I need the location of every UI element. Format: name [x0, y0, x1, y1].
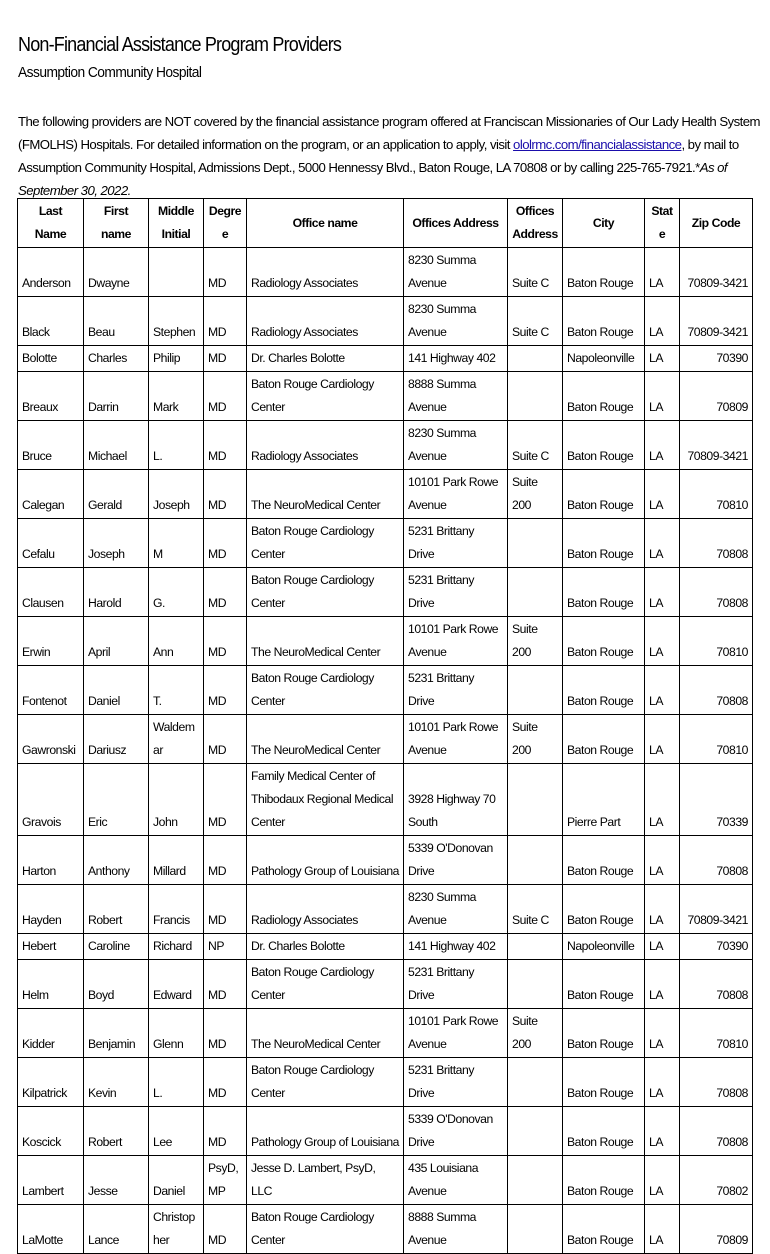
first-name-cell: Dariusz — [84, 715, 149, 764]
state-cell: LA — [645, 519, 680, 568]
office-suite-cell: Suite C — [508, 248, 563, 297]
degree-cell: MD — [204, 248, 247, 297]
middle-initial-cell: Lee — [149, 1107, 204, 1156]
office-name-cell: Baton Rouge Cardiology Center — [247, 960, 404, 1009]
last-name-cell: Kidder — [18, 1009, 84, 1058]
office-address-cell: 10101 Park Rowe Avenue — [404, 470, 508, 519]
column-header-middle-initial: Middle Initial — [149, 199, 204, 248]
first-name-cell: Lance — [84, 1205, 149, 1254]
office-name-cell: Baton Rouge Cardiology Center — [247, 1058, 404, 1107]
first-name-cell: Daniel — [84, 666, 149, 715]
office-suite-cell — [508, 1205, 563, 1254]
city-cell: Napoleonville — [563, 934, 645, 960]
intro-paragraph — [18, 110, 763, 202]
office-suite-cell — [508, 666, 563, 715]
office-name-cell: Dr. Charles Bolotte — [247, 934, 404, 960]
office-suite-cell — [508, 568, 563, 617]
middle-initial-cell: Waldemar — [149, 715, 204, 764]
last-name-cell: Bolotte — [18, 346, 84, 372]
office-suite-cell: Suite 200 — [508, 470, 563, 519]
last-name-cell: Cefalu — [18, 519, 84, 568]
table-row — [18, 764, 753, 836]
providers-table — [17, 198, 753, 1254]
last-name-cell: Breaux — [18, 372, 84, 421]
state-cell: LA — [645, 470, 680, 519]
last-name-cell: Lambert — [18, 1156, 84, 1205]
zip-code-cell: 70390 — [680, 934, 753, 960]
column-header-first-name: First name — [84, 199, 149, 248]
city-cell: Baton Rouge — [563, 470, 645, 519]
last-name-cell: Helm — [18, 960, 84, 1009]
office-address-cell: 5231 Brittany Drive — [404, 519, 508, 568]
zip-code-cell: 70390 — [680, 346, 753, 372]
middle-initial-cell: Christopher — [149, 1205, 204, 1254]
degree-cell: MD — [204, 1009, 247, 1058]
zip-code-cell: 70802 — [680, 1156, 753, 1205]
column-header-offices-address: Offices Address — [404, 199, 508, 248]
page-subtitle: Assumption Community Hospital — [18, 64, 202, 81]
last-name-cell: LaMotte — [18, 1205, 84, 1254]
office-suite-cell: Suite 200 — [508, 715, 563, 764]
first-name-cell: Caroline — [84, 934, 149, 960]
degree-cell: MD — [204, 470, 247, 519]
office-suite-cell — [508, 372, 563, 421]
first-name-cell: Charles — [84, 346, 149, 372]
last-name-cell: Calegan — [18, 470, 84, 519]
city-cell: Baton Rouge — [563, 617, 645, 666]
degree-cell: MD — [204, 715, 247, 764]
office-address-cell: 8888 Summa Avenue — [404, 1205, 508, 1254]
office-suite-cell — [508, 836, 563, 885]
table-row — [18, 568, 753, 617]
office-name-cell: Family Medical Center of Thibodaux Regional Medical Center — [247, 764, 404, 836]
city-cell: Baton Rouge — [563, 715, 645, 764]
state-cell: LA — [645, 568, 680, 617]
office-name-cell: Pathology Group of Louisiana — [247, 1107, 404, 1156]
column-header-state: State — [645, 199, 680, 248]
table-row — [18, 297, 753, 346]
table-row — [18, 1205, 753, 1254]
office-name-cell: Radiology Associates — [247, 248, 404, 297]
city-cell: Baton Rouge — [563, 666, 645, 715]
zip-code-cell: 70808 — [680, 836, 753, 885]
middle-initial-cell: T. — [149, 666, 204, 715]
office-suite-cell — [508, 764, 563, 836]
table-row — [18, 1009, 753, 1058]
office-address-cell: 8230 Summa Avenue — [404, 297, 508, 346]
last-name-cell: Fontenot — [18, 666, 84, 715]
office-address-cell: 5339 O'Donovan Drive — [404, 836, 508, 885]
table-row — [18, 248, 753, 297]
table-row — [18, 960, 753, 1009]
office-address-cell: 5231 Brittany Drive — [404, 1058, 508, 1107]
middle-initial-cell: Glenn — [149, 1009, 204, 1058]
first-name-cell: Dwayne — [84, 248, 149, 297]
table-row — [18, 617, 753, 666]
state-cell: LA — [645, 960, 680, 1009]
table-row — [18, 1156, 753, 1205]
middle-initial-cell: Joseph — [149, 470, 204, 519]
degree-cell: MD — [204, 1058, 247, 1107]
state-cell: LA — [645, 715, 680, 764]
degree-cell: MD — [204, 1205, 247, 1254]
last-name-cell: Koscick — [18, 1107, 84, 1156]
first-name-cell: Kevin — [84, 1058, 149, 1107]
zip-code-cell: 70808 — [680, 568, 753, 617]
zip-code-cell: 70809 — [680, 372, 753, 421]
office-name-cell: Radiology Associates — [247, 297, 404, 346]
middle-initial-cell: Richard — [149, 934, 204, 960]
first-name-cell: Joseph — [84, 519, 149, 568]
state-cell: LA — [645, 1107, 680, 1156]
column-header-city: City — [563, 199, 645, 248]
zip-code-cell: 70809-3421 — [680, 248, 753, 297]
office-name-cell: Radiology Associates — [247, 885, 404, 934]
city-cell: Baton Rouge — [563, 297, 645, 346]
degree-cell: MD — [204, 519, 247, 568]
middle-initial-cell: Edward — [149, 960, 204, 1009]
degree-cell: MD — [204, 1107, 247, 1156]
last-name-cell: Gawronski — [18, 715, 84, 764]
city-cell: Baton Rouge — [563, 1058, 645, 1107]
office-suite-cell: Suite C — [508, 885, 563, 934]
first-name-cell: Harold — [84, 568, 149, 617]
table-row — [18, 519, 753, 568]
last-name-cell: Gravois — [18, 764, 84, 836]
office-address-cell: 141 Highway 402 — [404, 346, 508, 372]
first-name-cell: Boyd — [84, 960, 149, 1009]
providers-table-body — [18, 248, 753, 1254]
degree-cell: MD — [204, 764, 247, 836]
middle-initial-cell: L. — [149, 1058, 204, 1107]
office-address-cell: 5231 Brittany Drive — [404, 666, 508, 715]
zip-code-cell: 70810 — [680, 1009, 753, 1058]
office-name-cell: The NeuroMedical Center — [247, 617, 404, 666]
last-name-cell: Clausen — [18, 568, 84, 617]
city-cell: Baton Rouge — [563, 836, 645, 885]
zip-code-cell: 70808 — [680, 1058, 753, 1107]
zip-code-cell: 70809-3421 — [680, 297, 753, 346]
middle-initial-cell: Philip — [149, 346, 204, 372]
office-address-cell: 5231 Brittany Drive — [404, 568, 508, 617]
zip-code-cell: 70810 — [680, 715, 753, 764]
city-cell: Pierre Part — [563, 764, 645, 836]
zip-code-cell: 70809-3421 — [680, 885, 753, 934]
degree-cell: MD — [204, 372, 247, 421]
city-cell: Baton Rouge — [563, 1107, 645, 1156]
middle-initial-cell — [149, 248, 204, 297]
city-cell: Baton Rouge — [563, 885, 645, 934]
table-row — [18, 934, 753, 960]
state-cell: LA — [645, 617, 680, 666]
degree-cell: MD — [204, 617, 247, 666]
page-title: Non-Financial Assistance Program Providers — [18, 34, 342, 56]
first-name-cell: Robert — [84, 885, 149, 934]
table-row — [18, 1107, 753, 1156]
office-address-cell: 8230 Summa Avenue — [404, 421, 508, 470]
first-name-cell: Benjamin — [84, 1009, 149, 1058]
table-row — [18, 470, 753, 519]
city-cell: Baton Rouge — [563, 421, 645, 470]
zip-code-cell: 70809 — [680, 1205, 753, 1254]
degree-cell: MD — [204, 568, 247, 617]
city-cell: Baton Rouge — [563, 1156, 645, 1205]
office-name-cell: Pathology Group of Louisiana — [247, 836, 404, 885]
middle-initial-cell: Millard — [149, 836, 204, 885]
last-name-cell: Kilpatrick — [18, 1058, 84, 1107]
degree-cell: MD — [204, 666, 247, 715]
first-name-cell: Beau — [84, 297, 149, 346]
degree-cell: MD — [204, 960, 247, 1009]
city-cell: Baton Rouge — [563, 960, 645, 1009]
degree-cell: MD — [204, 836, 247, 885]
middle-initial-cell: Ann — [149, 617, 204, 666]
last-name-cell: Erwin — [18, 617, 84, 666]
office-name-cell: The NeuroMedical Center — [247, 1009, 404, 1058]
state-cell: LA — [645, 1009, 680, 1058]
office-address-cell: 10101 Park Rowe Avenue — [404, 617, 508, 666]
table-row — [18, 346, 753, 372]
intro-text-end: , by mail to Assumption Community Hospital, Admissions Dept., 5000 Hennessy Blvd., Baton Rouge, LA 70808 or by calling 225-765-7921.* — [18, 137, 739, 175]
last-name-cell: Bruce — [18, 421, 84, 470]
office-suite-cell: Suite C — [508, 421, 563, 470]
office-suite-cell — [508, 934, 563, 960]
office-address-cell: 10101 Park Rowe Avenue — [404, 715, 508, 764]
office-suite-cell — [508, 1107, 563, 1156]
office-address-cell: 435 Louisiana Avenue — [404, 1156, 508, 1205]
as-of-date-note: As of September 30, 2022. — [18, 160, 728, 198]
office-name-cell: Baton Rouge Cardiology Center — [247, 666, 404, 715]
office-name-cell: Dr. Charles Bolotte — [247, 346, 404, 372]
middle-initial-cell: Mark — [149, 372, 204, 421]
middle-initial-cell: L. — [149, 421, 204, 470]
state-cell: LA — [645, 1205, 680, 1254]
table-row — [18, 885, 753, 934]
office-address-cell: 8230 Summa Avenue — [404, 885, 508, 934]
city-cell: Napoleonville — [563, 346, 645, 372]
office-name-cell: Baton Rouge Cardiology Center — [247, 568, 404, 617]
zip-code-cell: 70339 — [680, 764, 753, 836]
column-header-zip-code: Zip Code — [680, 199, 753, 248]
zip-code-cell: 70808 — [680, 666, 753, 715]
office-address-cell: 8230 Summa Avenue — [404, 248, 508, 297]
city-cell: Baton Rouge — [563, 519, 645, 568]
column-header-degree: Degree — [204, 199, 247, 248]
zip-code-cell: 70809-3421 — [680, 421, 753, 470]
office-suite-cell: Suite 200 — [508, 617, 563, 666]
middle-initial-cell: Daniel — [149, 1156, 204, 1205]
state-cell: LA — [645, 421, 680, 470]
table-row — [18, 666, 753, 715]
table-row — [18, 421, 753, 470]
office-address-cell: 5231 Brittany Drive — [404, 960, 508, 1009]
zip-code-cell: 70810 — [680, 470, 753, 519]
first-name-cell: April — [84, 617, 149, 666]
table-row — [18, 1058, 753, 1107]
state-cell: LA — [645, 248, 680, 297]
middle-initial-cell: G. — [149, 568, 204, 617]
last-name-cell: Anderson — [18, 248, 84, 297]
office-suite-cell — [508, 346, 563, 372]
office-address-cell: 5339 O'Donovan Drive — [404, 1107, 508, 1156]
office-name-cell: Baton Rouge Cardiology Center — [247, 1205, 404, 1254]
state-cell: LA — [645, 1156, 680, 1205]
column-header-office-name: Office name — [247, 199, 404, 248]
state-cell: LA — [645, 666, 680, 715]
state-cell: LA — [645, 297, 680, 346]
office-name-cell: The NeuroMedical Center — [247, 470, 404, 519]
middle-initial-cell: M — [149, 519, 204, 568]
office-address-cell: 8888 Summa Avenue — [404, 372, 508, 421]
state-cell: LA — [645, 1058, 680, 1107]
office-suite-cell — [508, 960, 563, 1009]
state-cell: LA — [645, 764, 680, 836]
city-cell: Baton Rouge — [563, 1009, 645, 1058]
office-name-cell: Baton Rouge Cardiology Center — [247, 372, 404, 421]
first-name-cell: Jesse — [84, 1156, 149, 1205]
column-header-last-name: Last Name — [18, 199, 84, 248]
office-suite-cell — [508, 1156, 563, 1205]
last-name-cell: Hayden — [18, 885, 84, 934]
city-cell: Baton Rouge — [563, 1205, 645, 1254]
office-name-cell: Baton Rouge Cardiology Center — [247, 519, 404, 568]
office-address-cell: 141 Highway 402 — [404, 934, 508, 960]
first-name-cell: Michael — [84, 421, 149, 470]
first-name-cell: Eric — [84, 764, 149, 836]
city-cell: Baton Rouge — [563, 248, 645, 297]
financial-assistance-link[interactable]: ololrmc.com/financialassistance — [513, 137, 682, 152]
table-row — [18, 715, 753, 764]
office-address-cell: 3928 Highway 70 South — [404, 764, 508, 836]
zip-code-cell: 70808 — [680, 1107, 753, 1156]
degree-cell: MD — [204, 297, 247, 346]
table-header-row — [18, 199, 753, 248]
first-name-cell: Gerald — [84, 470, 149, 519]
middle-initial-cell: Francis — [149, 885, 204, 934]
state-cell: LA — [645, 346, 680, 372]
last-name-cell: Hebert — [18, 934, 84, 960]
state-cell: LA — [645, 934, 680, 960]
office-suite-cell — [508, 1058, 563, 1107]
table-row — [18, 372, 753, 421]
zip-code-cell: 70808 — [680, 960, 753, 1009]
column-header-offices-address-2: Offices Address — [508, 199, 563, 248]
state-cell: LA — [645, 836, 680, 885]
last-name-cell: Black — [18, 297, 84, 346]
office-suite-cell — [508, 519, 563, 568]
degree-cell: MD — [204, 885, 247, 934]
table-row — [18, 836, 753, 885]
office-name-cell: Radiology Associates — [247, 421, 404, 470]
first-name-cell: Anthony — [84, 836, 149, 885]
last-name-cell: Harton — [18, 836, 84, 885]
office-suite-cell: Suite C — [508, 297, 563, 346]
first-name-cell: Robert — [84, 1107, 149, 1156]
office-address-cell: 10101 Park Rowe Avenue — [404, 1009, 508, 1058]
city-cell: Baton Rouge — [563, 372, 645, 421]
middle-initial-cell: Stephen — [149, 297, 204, 346]
degree-cell: MD — [204, 346, 247, 372]
zip-code-cell: 70808 — [680, 519, 753, 568]
office-name-cell: The NeuroMedical Center — [247, 715, 404, 764]
first-name-cell: Darrin — [84, 372, 149, 421]
degree-cell: MD — [204, 421, 247, 470]
state-cell: LA — [645, 372, 680, 421]
state-cell: LA — [645, 885, 680, 934]
middle-initial-cell: John — [149, 764, 204, 836]
degree-cell: PsyD, MP — [204, 1156, 247, 1205]
city-cell: Baton Rouge — [563, 568, 645, 617]
office-suite-cell: Suite 200 — [508, 1009, 563, 1058]
degree-cell: NP — [204, 934, 247, 960]
zip-code-cell: 70810 — [680, 617, 753, 666]
intro-text-start: The following providers are NOT covered by the financial assistance program offered at Franciscan Missionaries of Our Lady Health System (FMOLHS) Hospitals. For detailed information on the program, or an application to apply, visit — [18, 114, 760, 152]
office-name-cell: Jesse D. Lambert, PsyD, LLC — [247, 1156, 404, 1205]
